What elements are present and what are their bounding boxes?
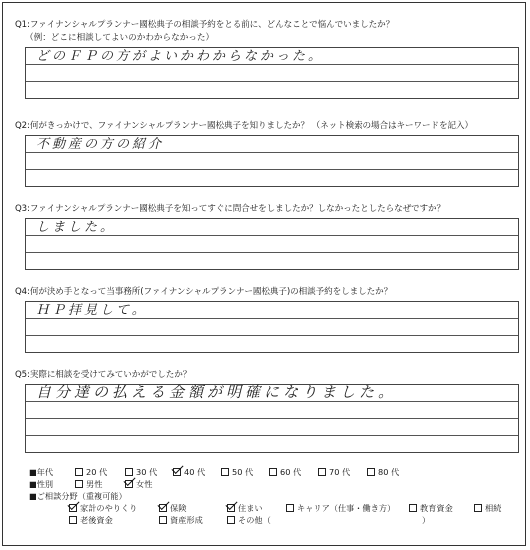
respondent-attributes	[29, 466, 519, 526]
gender-row	[29, 478, 519, 490]
field-row	[29, 490, 519, 502]
question-1-example: （例：どこに相談してよいのかわからなかった）	[25, 33, 215, 43]
field-checkbox-5[interactable]	[409, 504, 417, 512]
age-checkbox-1[interactable]	[75, 468, 83, 476]
age-option-3[interactable]	[173, 466, 205, 478]
question-1-answer-box	[25, 47, 519, 99]
field-option-5[interactable]	[409, 502, 453, 514]
age-option-label: 40 代	[184, 467, 206, 477]
question-3	[15, 203, 515, 270]
age-checkbox-3[interactable]	[173, 468, 181, 476]
gender-option-label: 女性	[136, 479, 153, 489]
gender-checkbox-1[interactable]	[75, 480, 83, 488]
gender-option-label: 男性	[86, 479, 103, 489]
question-2-answer: 不動産の方の紹介	[36, 137, 165, 152]
field-extra-checkbox-2[interactable]	[159, 516, 167, 524]
question-4-answer-box	[25, 301, 519, 353]
survey-sheet	[2, 2, 526, 546]
field-option-label: 住まい	[238, 503, 263, 513]
question-1-answer: どのＦＰの方がよいかわからなかった。	[36, 49, 325, 64]
field-option-1[interactable]	[69, 502, 137, 514]
question-5-answer: 自分達の払える金額が明確になりました。	[36, 383, 398, 401]
question-2-text: Q2:何がきっかけで、ファイナンシャルプランナー國松典子を知りましたか？ （ネット検索の場合はキーワードを記入）	[15, 121, 473, 131]
age-checkbox-7[interactable]	[367, 468, 375, 476]
field-option-6[interactable]	[474, 502, 501, 514]
field-extra-option-2[interactable]	[159, 514, 203, 526]
age-option-label: 60 代	[280, 467, 302, 477]
age-option-label: 50 代	[232, 467, 254, 477]
field-checkbox-1[interactable]	[69, 504, 77, 512]
gender-option-1[interactable]	[75, 478, 102, 490]
field-extra-checkbox-1[interactable]	[69, 516, 77, 524]
field-options-row-1	[29, 502, 519, 514]
question-2	[15, 120, 515, 187]
field-label: ■ご相談分野（重複可能）	[29, 491, 127, 501]
question-3-text: Q3:ファイナンシャルプランナー國松典子を知ってすぐに問合せをしましたか？しなかったとしたらなぜですか？	[15, 204, 446, 214]
question-1	[15, 19, 515, 99]
field-checkbox-2[interactable]	[159, 504, 167, 512]
age-option-label: 30 代	[136, 467, 158, 477]
age-label: ■年代	[29, 467, 54, 477]
field-checkbox-4[interactable]	[286, 504, 294, 512]
age-option-label: 70 代	[329, 467, 351, 477]
field-extra-option-label: その他（	[238, 515, 271, 525]
field-options-row-2	[29, 514, 519, 526]
age-option-5[interactable]	[269, 466, 301, 478]
age-option-label: 80 代	[378, 467, 400, 477]
field-checkbox-6[interactable]	[474, 504, 482, 512]
gender-checkbox-2[interactable]	[125, 480, 133, 488]
age-option-label: 20 代	[86, 467, 108, 477]
question-5-answer-box	[25, 384, 519, 453]
age-checkbox-6[interactable]	[318, 468, 326, 476]
field-option-2[interactable]	[159, 502, 186, 514]
field-checkbox-3[interactable]	[227, 504, 235, 512]
age-option-7[interactable]	[367, 466, 399, 478]
age-checkbox-4[interactable]	[221, 468, 229, 476]
question-3-answer: しました。	[36, 220, 117, 235]
field-extra-option-label: 老後資金	[80, 515, 113, 525]
field-extra-option-3[interactable]	[227, 514, 271, 526]
field-option-label: キャリア（仕事・働き方）	[297, 503, 396, 513]
field-option-4[interactable]	[286, 502, 395, 514]
question-5-text: Q5:実際に相談を受けてみていかがでしたか？	[15, 370, 192, 380]
question-5	[15, 369, 515, 453]
field-extra-checkbox-3[interactable]	[227, 516, 235, 524]
field-option-3[interactable]	[227, 502, 263, 514]
question-2-answer-box	[25, 135, 519, 187]
gender-label: ■性別	[29, 479, 54, 489]
field-option-label: 教育資金	[420, 503, 453, 513]
age-row	[29, 466, 519, 478]
question-1-text: Q1:ファイナンシャルプランナー國松典子の相談予約をとる前に、どんなことで悩んでいましたか？	[15, 20, 395, 30]
question-4	[15, 286, 515, 353]
field-option-label: 家計のやりくり	[80, 503, 138, 513]
gender-option-2[interactable]	[125, 478, 152, 490]
age-option-6[interactable]	[318, 466, 350, 478]
age-option-1[interactable]	[75, 466, 107, 478]
question-3-answer-box	[25, 218, 519, 270]
field-close-paren: ）	[422, 515, 431, 525]
field-option-label: 保険	[170, 503, 187, 513]
age-option-4[interactable]	[221, 466, 253, 478]
field-extra-option-1[interactable]	[69, 514, 113, 526]
question-4-answer: ＨＰ拝見して。	[36, 303, 148, 318]
question-4-text: Q4:何が決め手となって当事務所(ファイナンシャルプランナー國松典子)の相談予約をしましたか？	[15, 287, 393, 297]
field-extra-option-label: 資産形成	[170, 515, 203, 525]
age-checkbox-5[interactable]	[269, 468, 277, 476]
field-option-label: 相続	[485, 503, 502, 513]
